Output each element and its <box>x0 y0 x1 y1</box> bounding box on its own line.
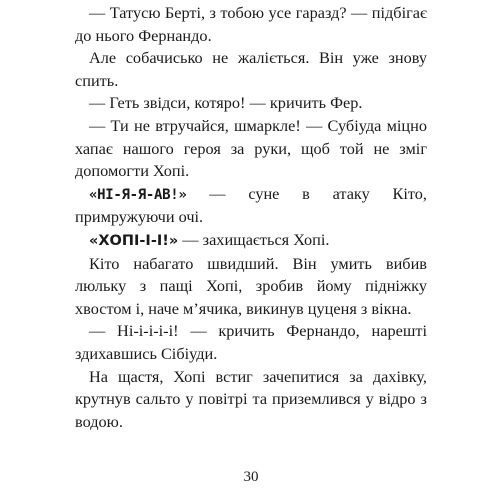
paragraph-3 <box>75 92 427 115</box>
paragraph-text: Але собачисько не жаліється. Він уже знову спить. <box>75 48 427 90</box>
paragraph-8 <box>75 320 427 365</box>
paragraph-text: На щастя, Хопі встиг зачепитися за дахівку, крутнув сальто у повітрі та приземлився у відро з водою. <box>75 366 427 431</box>
paragraph-text: — захищається Хопі. <box>178 229 330 249</box>
sound-effect-text: «ХОПІ-І-І!» <box>89 232 179 249</box>
paragraph-text: — Ні-і-і-і-і! — кричить Фернандо, нарешті здихавшись Сібіуди. <box>75 321 427 363</box>
paragraph-6 <box>75 229 427 253</box>
paragraph-2 <box>75 47 427 92</box>
paragraph-9 <box>75 366 427 434</box>
book-page <box>75 0 427 500</box>
page-number: 30 <box>243 469 259 485</box>
paragraph-text: — суне в атаку Кіто, примружуючи очі. <box>75 183 427 227</box>
body-text <box>75 2 427 433</box>
paragraph-4 <box>75 115 427 183</box>
paragraph-text: Кіто набагато швидший. Він умить вибив люльку з пащі Хопі, зробив йому підніжку хвостом і, наче м’ячика, викинув цуценя з вікна. <box>75 253 427 318</box>
paragraph-7 <box>75 253 427 321</box>
paragraph-5 <box>75 183 427 229</box>
paragraph-text: — Геть звідси, котяро! — кричить Фер. <box>89 93 363 113</box>
paragraph-1 <box>75 2 427 47</box>
sound-effect-text: «НІ-Я-Я-АВ!» <box>89 186 187 203</box>
paragraph-text: — Татусю Берті, з тобою усе гаразд? — підбігає до нього Фернандо. <box>75 3 427 45</box>
paragraph-text: — Ти не втручайся, шмаркле! — Субіуда міцно хапає нашого героя за руки, щоб той не зміг допомогти Хопі. <box>75 115 427 181</box>
